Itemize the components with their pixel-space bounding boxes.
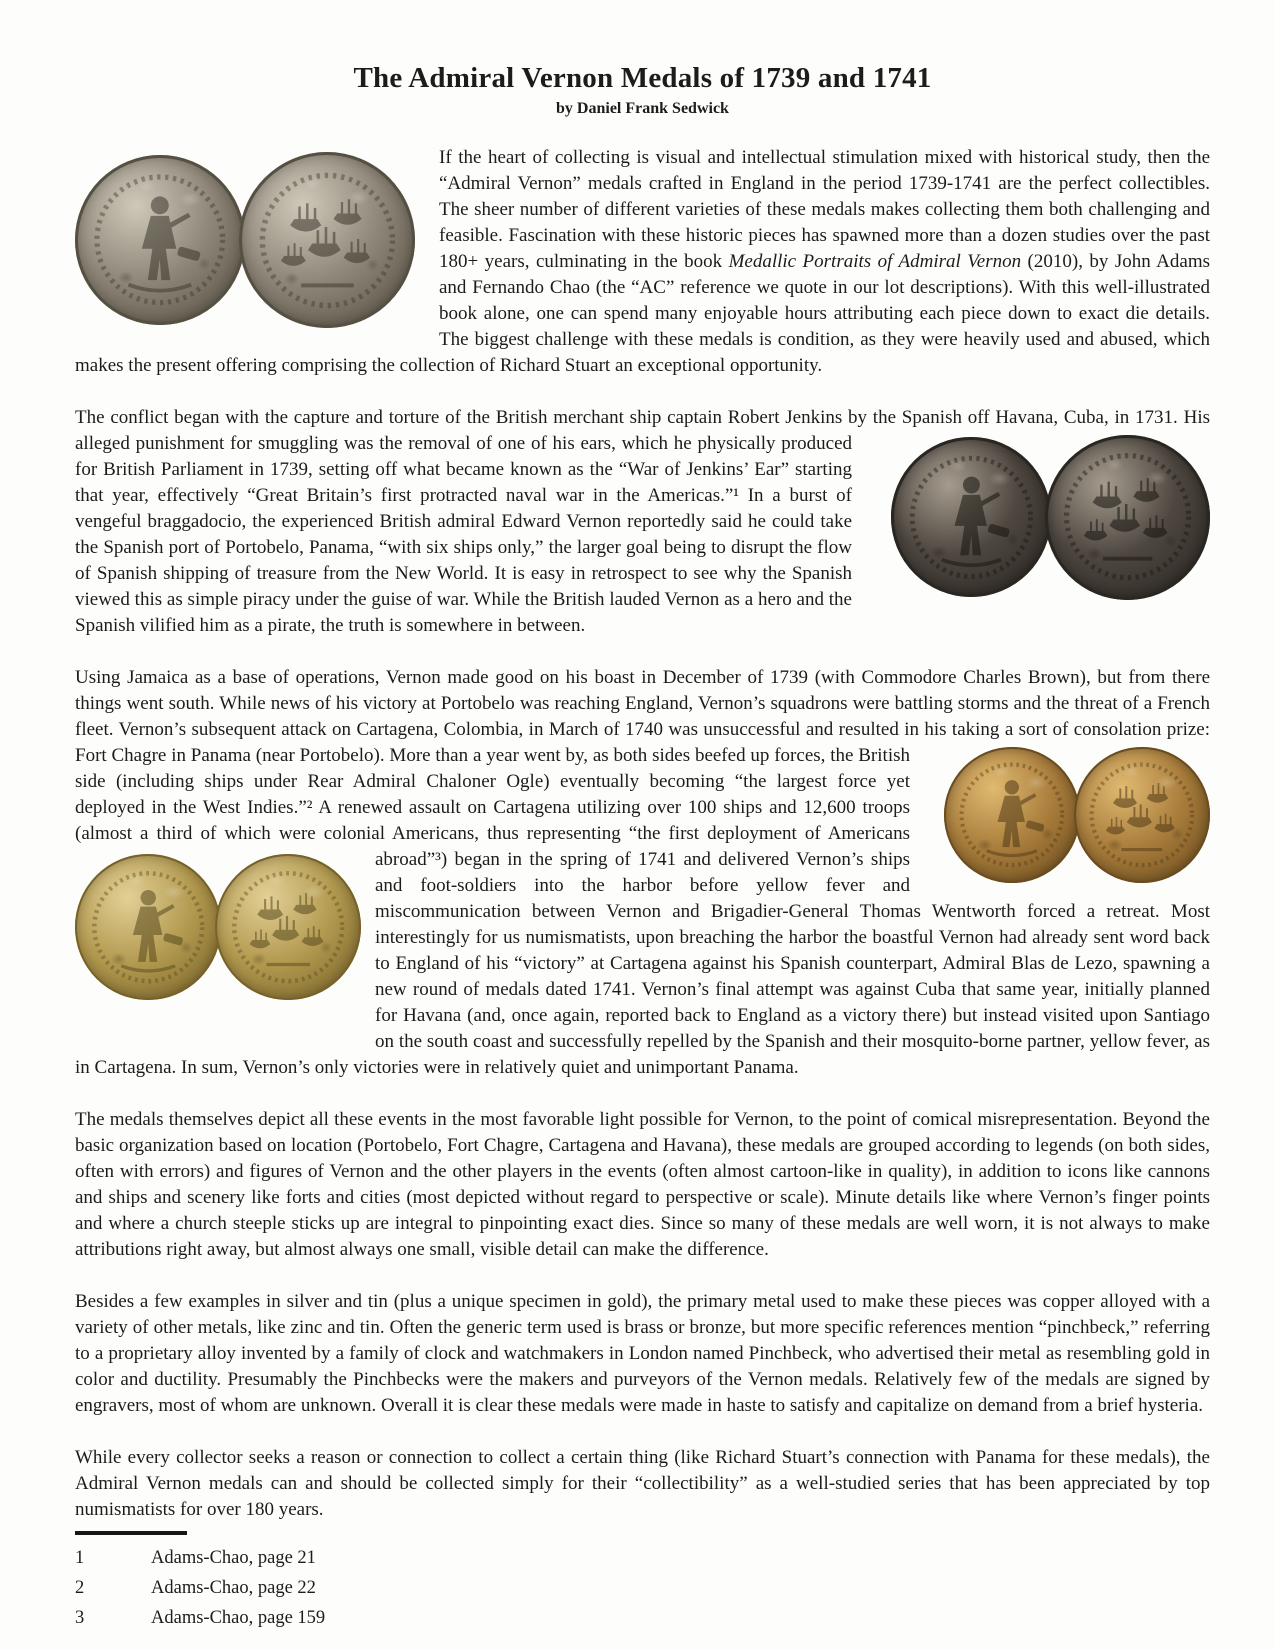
vernon-figure-icon xyxy=(84,863,212,991)
footnote-number: 2 xyxy=(75,1578,85,1598)
medal-reverse-image xyxy=(1074,747,1210,883)
intro-text-after-book: (2010), by John Adams and Fernando Chao (the “AC” reference we quote in our lot descriptions). With this well-illustrated book alone, one can spend many enjoyable hours attributing each piece down to exact die details. The biggest challenge with these medals is condition, as they were heavily used and abused, which makes the present offering comprising the collection of Richard Stuart an exceptional opportunity. xyxy=(75,251,1211,376)
footnotes-section xyxy=(75,1531,1210,1633)
medal-reverse-image xyxy=(1045,435,1210,600)
campaign-paragraph xyxy=(75,665,1210,1081)
footnote-item xyxy=(75,1543,1210,1573)
conflict-paragraph xyxy=(75,405,1210,639)
metals-paragraph: Besides a few examples in silver and tin (plus a unique specimen in gold), the primary metal used to make these pieces was copper alloyed with a variety of other metals, like zinc and tin. Often the generic term used is brass or bronze, but more specific references mention “pinchbeck,” referring to a proprietary alloy invented by a family of clock and watchmakers in London named Pinchbeck, who advertised their metal as resembling gold in color and ductility. Presumably the Pinchbecks were the makers and purveyors of the Vernon medals. Relatively few of the medals are signed by engravers, most of whom are unknown. Overall it is clear these medals were made in haste to satisfy and capitalize on demand from a brief hysteria. xyxy=(75,1291,1210,1416)
portobelo-medal-pair-figure xyxy=(75,148,423,332)
campaign-text-start: Using Jamaica as a base of operations, Vernon made good on his boast in December of 1739 (with Commodore Charles Brown), but from there things went south. While news of his victory at Portobelo was reaching England, Vernon’s squadrons were battling storms and the threat of a French fleet. Vernon’s subsequent attack on Cartagena, Colombia, in March of 1740 was unsuccessful and resulted in his taking a sort of xyxy=(75,667,1210,740)
fleet-ships-icon xyxy=(1082,755,1202,875)
brass-medal-pair-figure xyxy=(75,851,359,1003)
article-title: The Admiral Vernon Medals of 1739 and 1741 xyxy=(353,62,932,94)
footnote-text: Adams-Chao, page 159 xyxy=(151,1608,326,1628)
vernon-portrait-medal-pair-figure xyxy=(866,434,1210,600)
footnote-number: 3 xyxy=(75,1608,85,1628)
article-byline: by Daniel Frank Sedwick xyxy=(556,100,729,117)
footnote-item xyxy=(75,1573,1210,1603)
footnote-separator xyxy=(75,1531,187,1535)
medal-reverse-image xyxy=(239,152,415,328)
medal-obverse-image xyxy=(891,437,1051,597)
book-title-text: Medallic Portraits of Admiral Vernon xyxy=(728,251,1022,272)
campaign-text-middle: consolation prize: Fort Chagre in Panama (near Portobelo). More than a year went by, as both sides beefed up forces, the British side (including ships under Rear Admiral Chaloner Ogle) eventually becoming “the largest force yet deployed in the West Indies.”² A renewed assault on Cartagena utilizing over 100 ships and 12,600 troops (almost a third of which were colonial Americans, thus representing “the first deployment xyxy=(75,719,1210,844)
footnote-item xyxy=(75,1603,1210,1633)
vernon-figure-icon xyxy=(952,755,1072,875)
fleet-ships-icon xyxy=(1055,444,1200,589)
intro-text-before-book: If the heart of collecting is visual and intellectual stimulation mixed with historical study, then the “Admiral Vernon” medals crafted in England in the period 1739-1741 are the perfect collectibles. The sheer number of different varieties of these medals makes collecting them both challenging and feasible. Fascination with these historic pieces has spawned more than a dozen studies over the past 180+ years, culminating in the book xyxy=(439,147,1210,272)
footnote-text: Adams-Chao, page 21 xyxy=(151,1548,316,1568)
vernon-figure-icon xyxy=(85,165,235,315)
medal-description-paragraph: The medals themselves depict all these events in the most favorable light possible for Vernon, to the point of comical misrepresentation. Beyond the basic organization based on location (Portobelo, Fort Chagre, Cartagena and Havana), these medals are grouped according to legends (on both sides, often with errors) and figures of Vernon and the other players in the events (often almost cartoon-like in quality), in addition to icons like cannons and ships and scenery like forts and cities (most depicted without regard to perspective or scale). Minute details like where Vernon’s finger points and where a church steeple sticks up are integral to pinpointing exact dies. Since so many of these medals are well worn, it is not always to make attributions right away, but almost always one small, visible detail can make the difference. xyxy=(75,1109,1210,1260)
fleet-ships-icon xyxy=(250,163,405,318)
vernon-figure-icon xyxy=(901,447,1042,588)
fleet-ships-icon xyxy=(224,863,352,991)
conflict-text-start: The conflict began with the capture and torture of the British merchant ship captain Robert Jenkins by the Spanish off Havana, Cuba, in 1731. xyxy=(75,407,1184,428)
medal-obverse-image xyxy=(75,854,221,1000)
collecting-paragraph: While every collector seeks a reason or connection to collect a certain thing (like Richard Stuart’s connection with Panama for these medals), the Admiral Vernon medals can and should be collected simply for their “collectibility” as a well-studied series that has been appreciated by top numismatists for over 180 years. xyxy=(75,1447,1210,1520)
campaign-text-rest: of Americans abroad”³) began in the spring of 1741 and delivered Vernon’s ships and foot-soldiers into the harbor before yellow fever and miscommunication between Vernon and Brigadier-General Thomas Wentworth forced a retreat. Most interestingly for us numismatists, upon breaching the harbor the boastful Vernon had already sent word back to England of his “victory” at Cartagena against his Spanish counterpart, Admiral Blas de Lezo, spawning a new round of medals dated 1741. Vernon’s final attempt was against Cuba that same year, initially planned for Havana (and, once again, reported back to England as a victory there) but instead visited upon Santiago on the south coast and successfully repelled by the Spanish and their mosquito-borne partner, yellow fever, as in Cartagena. In sum, Vernon’s only victories were in relatively quiet and unimportant Panama. xyxy=(75,823,1210,1078)
footnote-text: Adams-Chao, page 22 xyxy=(151,1578,316,1598)
medal-reverse-image xyxy=(215,854,361,1000)
intro-paragraph xyxy=(75,145,1210,379)
medal-obverse-image xyxy=(75,155,245,325)
medal-obverse-image xyxy=(944,747,1080,883)
footnote-number: 1 xyxy=(75,1548,85,1568)
conflict-text-rest: His alleged punishment for smuggling was the removal of one of his ears, which he physically produced for British Parliament in 1739, setting off what became known as the “War of Jenkins’ Ear” starting that year, effectively “Great Britain’s first protracted naval war in the Americas.”¹ In a burst of vengeful braggadocio, the experienced British admiral Edward Vernon reportedly said he could take the Spanish port of Portobelo, Panama, “with six ships only,” the larger goal being to disrupt the flow of Spanish shipping of treasure from the New World. It is easy in retrospect to see why the Spanish viewed this as simple piracy under the guise of war. While the British lauded Vernon as a hero and the Spanish vilified him as a pirate, the truth is somewhere in between. xyxy=(75,407,1210,636)
gold-medal-pair-figure xyxy=(924,745,1210,885)
